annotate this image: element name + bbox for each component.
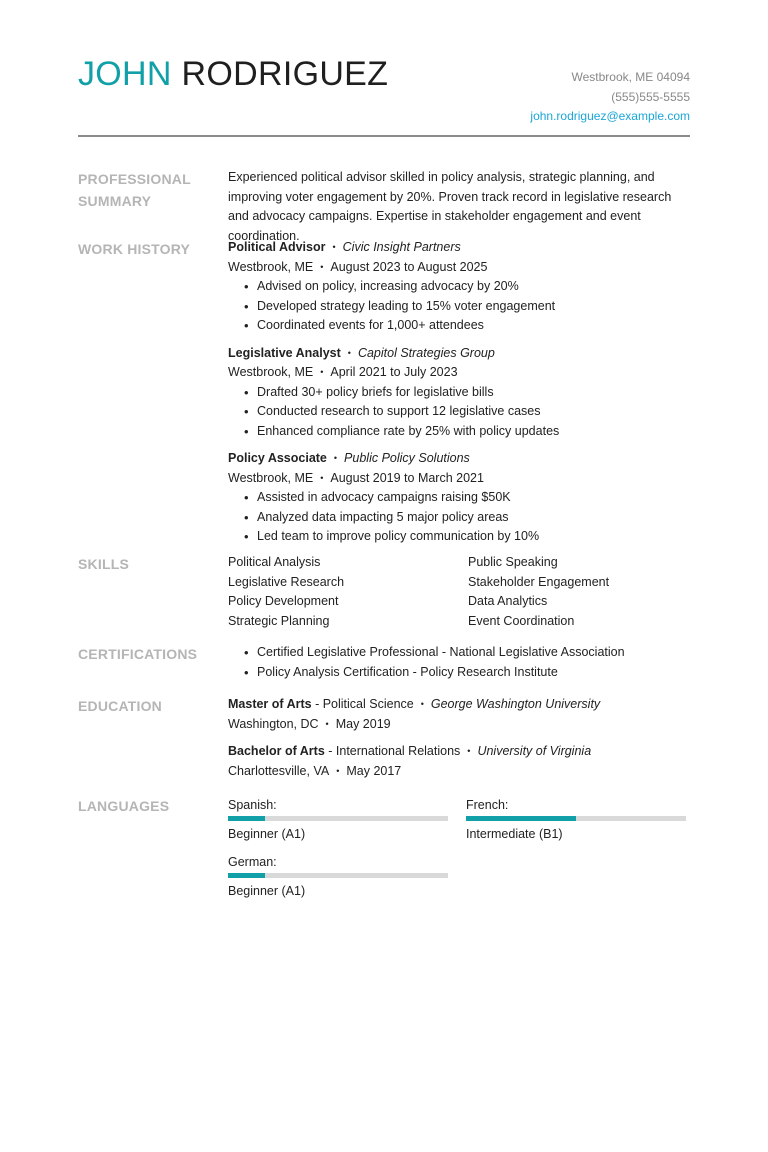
section-title: EDUCATION xyxy=(78,698,162,714)
skill-item: Policy Development xyxy=(228,594,339,608)
language-item xyxy=(228,852,466,901)
skill-item: Public Speaking xyxy=(468,555,558,569)
section-title: CERTIFICATIONS xyxy=(78,646,198,662)
job-title: Political Advisor xyxy=(228,240,326,254)
language-level: Beginner (A1) xyxy=(228,884,306,898)
proficiency-fill xyxy=(228,873,265,878)
language-level: Beginner (A1) xyxy=(228,827,306,841)
proficiency-fill xyxy=(466,816,576,821)
list-item: • Developed strategy leading to 15% voter engagement xyxy=(244,297,690,317)
summary-text: Experienced political advisor skilled in policy analysis, strategic planning, and improving voter engagement by 20%. Proven track record in legislative research and advocacy campaigns. Expertise in stakeholder engagement and event coordination. xyxy=(228,170,672,243)
separator: • xyxy=(320,261,324,272)
job-dates: August 2023 to August 2025 xyxy=(330,259,488,274)
section-body xyxy=(228,695,690,789)
section-title: PROFESSIONAL SUMMARY xyxy=(78,171,191,209)
job-location: Westbrook, ME xyxy=(228,365,314,379)
company: Civic Insight Partners xyxy=(342,240,461,254)
job-dates: August 2019 to March 2021 xyxy=(330,470,484,485)
skill-item: Data Analytics xyxy=(468,594,548,608)
skill-item: Event Coordination xyxy=(468,613,575,628)
company: Public Policy Solutions xyxy=(344,451,470,465)
field-of-study: - International Relations xyxy=(324,744,461,758)
section-body xyxy=(228,795,690,901)
school: University of Virginia xyxy=(477,744,592,758)
proficiency-bar xyxy=(228,873,448,878)
company: Capitol Strategies Group xyxy=(357,345,495,360)
language-item xyxy=(228,795,466,844)
job-location: Westbrook, ME xyxy=(228,259,314,274)
phone: (555)555-5555 xyxy=(611,89,690,104)
school-location: Charlottesville, VA xyxy=(228,763,330,778)
proficiency-fill xyxy=(228,816,265,821)
job-entry xyxy=(228,449,690,547)
section-title: LANGUAGES xyxy=(78,798,170,814)
school: George Washington University xyxy=(430,697,601,711)
section-body xyxy=(228,168,690,246)
job-bullets xyxy=(228,488,690,547)
list-item: • Drafted 30+ policy briefs for legislative bills xyxy=(244,383,690,403)
language-level: Intermediate (B1) xyxy=(466,827,563,841)
section-body xyxy=(228,643,690,682)
job-bullets xyxy=(228,383,690,442)
language-name: French: xyxy=(466,798,509,812)
email-link[interactable]: john.rodriguez@example.com xyxy=(530,109,690,123)
graduation-date: May 2019 xyxy=(335,716,391,731)
job-title: Policy Associate xyxy=(228,451,327,465)
skill-item: Strategic Planning xyxy=(228,613,330,628)
skill-item: Legislative Research xyxy=(228,574,345,589)
degree: Master of Arts xyxy=(228,697,312,711)
separator: • xyxy=(336,765,340,776)
job-title: Legislative Analyst xyxy=(228,345,341,360)
location: Westbrook, ME 04094 xyxy=(571,70,690,84)
certification-list xyxy=(228,643,690,682)
separator: • xyxy=(347,347,351,358)
graduation-date: May 2017 xyxy=(346,763,402,778)
list-item: • Coordinated events for 1,000+ attendees xyxy=(244,316,690,336)
separator: • xyxy=(325,718,329,729)
school-location: Washington, DC xyxy=(228,716,319,731)
education-entry xyxy=(228,742,690,781)
list-item: • Analyzed data impacting 5 major policy areas xyxy=(244,508,690,528)
header-divider xyxy=(78,135,690,137)
job-location: Westbrook, ME xyxy=(228,470,314,485)
list-item: • Led team to improve policy communication by 10% xyxy=(244,527,690,547)
section-body xyxy=(228,553,690,631)
proficiency-bar xyxy=(466,816,686,821)
section-title: WORK HISTORY xyxy=(78,241,191,257)
skills-grid xyxy=(228,553,690,631)
job-bullets xyxy=(228,277,690,336)
last-name: RODRIGUEZ xyxy=(181,55,389,93)
proficiency-bar xyxy=(228,816,448,821)
field-of-study: - Political Science xyxy=(311,697,414,711)
education-entry xyxy=(228,695,690,734)
separator: • xyxy=(467,746,471,756)
contact-info xyxy=(530,68,690,127)
first-name: JOHN xyxy=(78,55,172,93)
separator: • xyxy=(332,242,336,252)
list-item: • Enhanced compliance rate by 25% with policy updates xyxy=(244,422,690,442)
job-entry xyxy=(228,344,690,442)
section-body xyxy=(228,238,690,555)
section-title: SKILLS xyxy=(78,556,129,572)
job-dates: April 2021 to July 2023 xyxy=(330,365,458,379)
list-item: • Assisted in advocacy campaigns raising $50K xyxy=(244,488,690,508)
list-item: • Advised on policy, increasing advocacy by 20% xyxy=(244,277,690,297)
list-item: • Conducted research to support 12 legislative cases xyxy=(244,402,690,422)
separator: • xyxy=(320,367,324,377)
resume-header xyxy=(78,54,690,134)
list-item: • Policy Analysis Certification - Policy Research Institute xyxy=(244,663,690,683)
candidate-name xyxy=(78,54,388,94)
job-entry xyxy=(228,238,690,336)
language-name: Spanish: xyxy=(228,798,277,812)
skill-item: Political Analysis xyxy=(228,555,321,569)
separator: • xyxy=(420,699,424,709)
language-item xyxy=(466,795,690,844)
language-name: German: xyxy=(228,855,277,869)
separator: • xyxy=(320,472,324,483)
separator: • xyxy=(333,453,338,463)
language-grid xyxy=(228,795,690,901)
degree: Bachelor of Arts xyxy=(228,744,325,758)
skill-item: Stakeholder Engagement xyxy=(468,574,610,589)
list-item: • Certified Legislative Professional - National Legislative Association xyxy=(244,643,690,663)
